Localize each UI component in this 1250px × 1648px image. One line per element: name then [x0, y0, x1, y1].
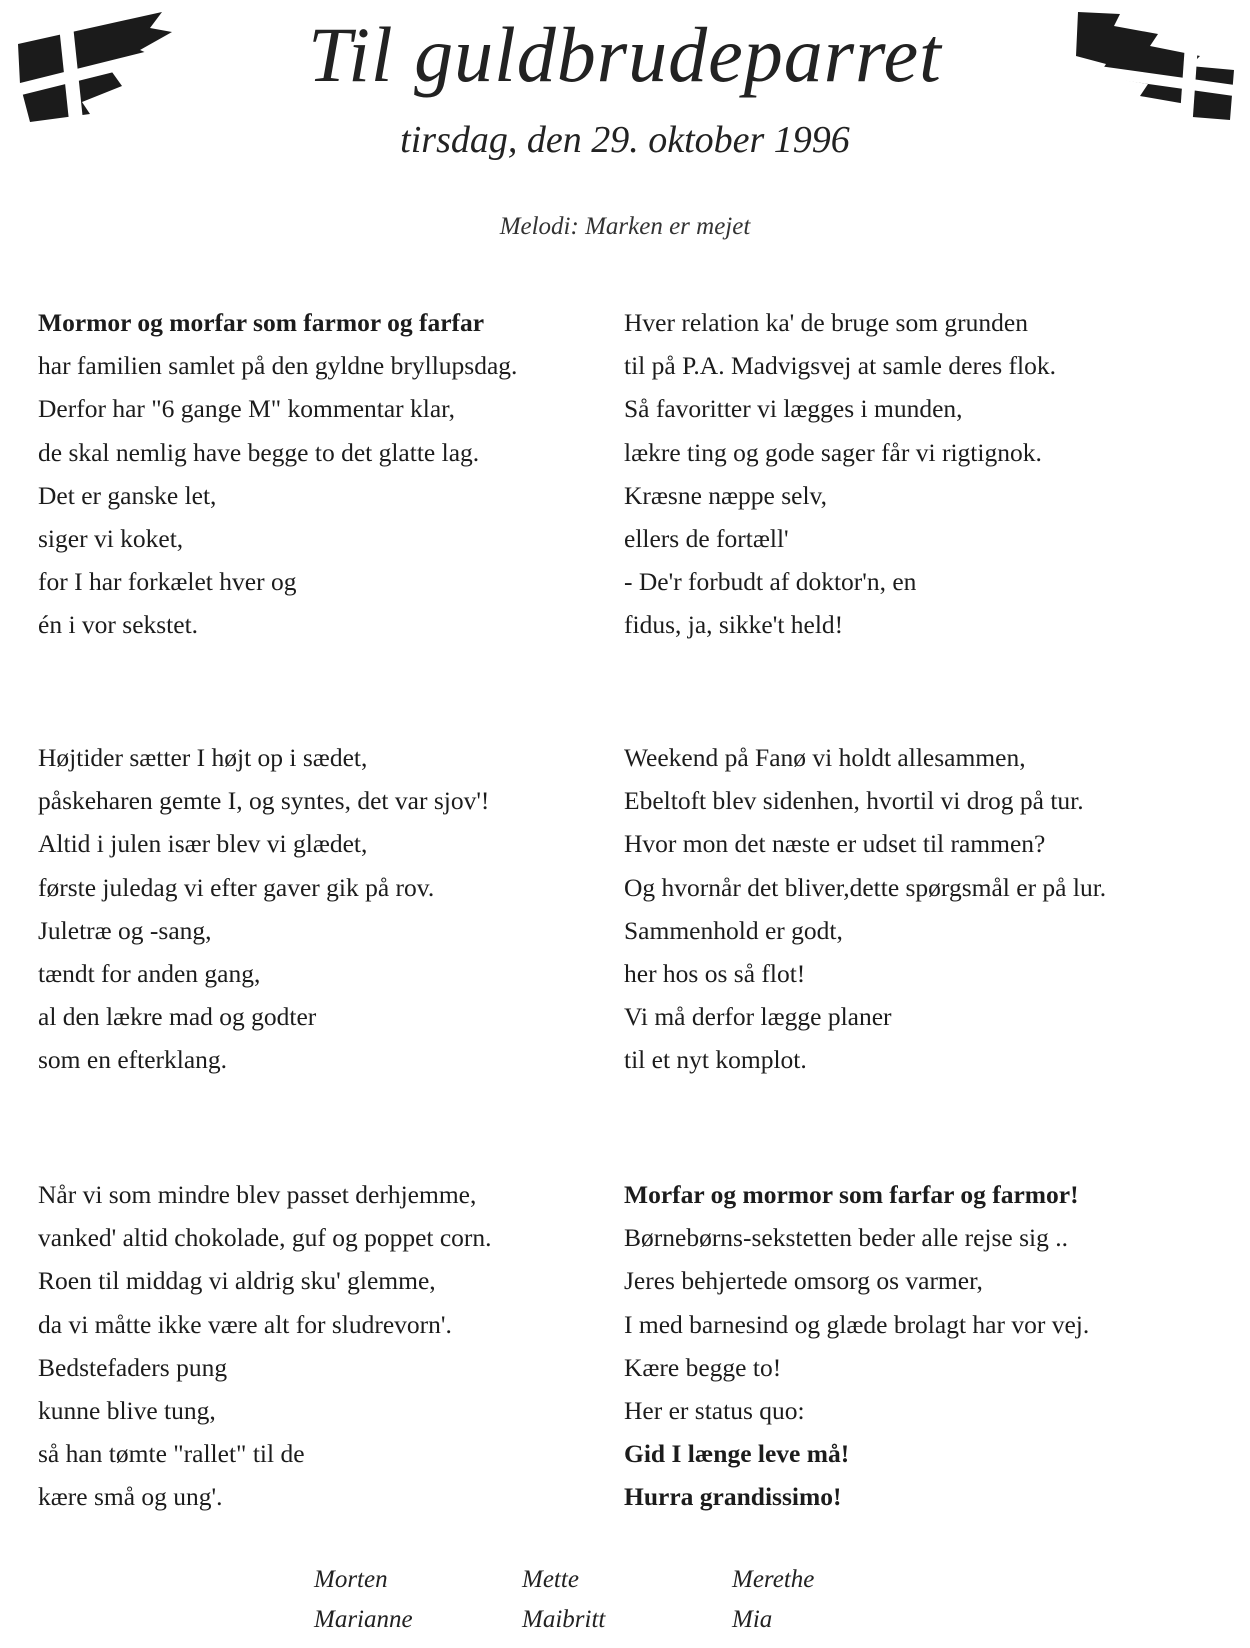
stanza-line: Det er ganske let,: [38, 480, 217, 510]
stanza-line: Ebeltoft blev sidenhen, hvortil vi drog på tur.: [624, 786, 1084, 816]
stanza-line: Hvor mon det næste er udset til rammen?: [624, 829, 1046, 859]
melody-note: Melodi: Marken er mejet: [499, 213, 751, 240]
stanza-line: I med barnesind og glæde brolagt har vor vej.: [624, 1309, 1090, 1339]
stanza-2: [624, 301, 1056, 647]
page-title: Til guldbrudeparret: [308, 11, 942, 98]
stanza-line: har familien samlet på den gyldne bryllupsdag.: [38, 351, 518, 381]
signature: Mia: [732, 1606, 773, 1633]
stanza-5: [38, 1173, 492, 1519]
stanza-line: siger vi koket,: [38, 524, 184, 554]
stanza-line: én i vor sekstet.: [38, 610, 199, 640]
stanza-line: kunne blive tung,: [38, 1396, 216, 1426]
signature: Maibritt: [522, 1606, 606, 1633]
signature: Marianne: [314, 1606, 413, 1633]
stanza-line: til på P.A. Madvigsvej at samle deres flok.: [624, 351, 1057, 381]
stanza-line: Hurra grandissimo!: [624, 1482, 842, 1512]
stanza-line: Her er status quo:: [624, 1396, 805, 1426]
stanza-line: Sammenhold er godt,: [624, 915, 843, 945]
stanza-line: her hos os så flot!: [624, 959, 806, 989]
signature: Merethe: [732, 1566, 815, 1593]
stanza-line: - De'r forbudt af doktor'n, en: [624, 567, 917, 597]
stanza-line: Morfar og mormor som farfar og farmor!: [624, 1180, 1079, 1209]
stanza-line: Mormor og morfar som farmor og farfar: [38, 308, 485, 337]
stanza-line: kære små og ung'.: [38, 1482, 223, 1512]
stanza-line: al den lækre mad og godter: [38, 1002, 317, 1032]
stanza-line: Børnebørns-sekstetten beder alle rejse sig ..: [624, 1223, 1068, 1253]
stanza-line: Gid I længe leve må!: [624, 1439, 850, 1469]
stanza-line: Altid i julen især blev vi glædet,: [38, 829, 368, 859]
stanza-3: [38, 736, 489, 1082]
stanza-line: for I har forkælet hver og: [38, 567, 297, 597]
stanza-line: Jeres behjertede omsorg os varmer,: [624, 1266, 983, 1296]
stanza-line: vanked' altid chokolade, guf og poppet corn.: [38, 1223, 492, 1253]
stanza-line: Weekend på Fanø vi holdt allesammen,: [624, 743, 1026, 772]
stanza-line: Kære begge to!: [624, 1352, 782, 1382]
stanza-line: så han tømte "rallet" til de: [38, 1439, 305, 1469]
stanza-line: Vi må derfor lægge planer: [624, 1002, 892, 1032]
signature: Morten: [314, 1566, 388, 1593]
stanza-line: Så favoritter vi lægges i munden,: [624, 394, 963, 424]
stanza-line: Højtider sætter I højt op i sædet,: [38, 743, 368, 772]
stanza-line: som en efterklang.: [38, 1045, 228, 1075]
stanza-line: påskeharen gemte I, og syntes, det var sjov'!: [38, 786, 490, 816]
stanza-line: Roen til middag vi aldrig sku' glemme,: [38, 1266, 436, 1296]
stanza-line: da vi måtte ikke være alt for sludrevorn'.: [38, 1309, 452, 1339]
stanza-1: [38, 301, 517, 647]
stanza-line: Derfor har "6 gange M" kommentar klar,: [38, 394, 456, 424]
stanza-line: ellers de fortæll': [624, 524, 789, 554]
stanza-line: tændt for anden gang,: [38, 959, 261, 989]
stanza-line: Kræsne næppe selv,: [624, 480, 828, 510]
stanza-4: [624, 736, 1106, 1082]
stanza-line: første juledag vi efter gaver gik på rov.: [38, 872, 435, 902]
stanza-line: Og hvornår det bliver,dette spørgsmål er på lur.: [624, 872, 1107, 902]
signature: Mette: [522, 1566, 579, 1593]
stanza-6: [624, 1173, 1089, 1519]
stanza-line: Bedstefaders pung: [38, 1352, 228, 1382]
stanza-line: lækre ting og gode sager får vi rigtignok.: [624, 437, 1042, 467]
stanza-line: fidus, ja, sikke't held!: [624, 610, 844, 640]
stanza-line: Når vi som mindre blev passet derhjemme,: [38, 1180, 477, 1209]
date-subtitle: tirsdag, den 29. oktober 1996: [400, 119, 850, 161]
stanza-line: de skal nemlig have begge to det glatte lag.: [38, 437, 480, 467]
stanza-line: til et nyt komplot.: [624, 1045, 807, 1075]
stanza-line: Hver relation ka' de bruge som grunden: [624, 308, 1028, 337]
stanza-line: Juletræ og -sang,: [38, 915, 212, 945]
